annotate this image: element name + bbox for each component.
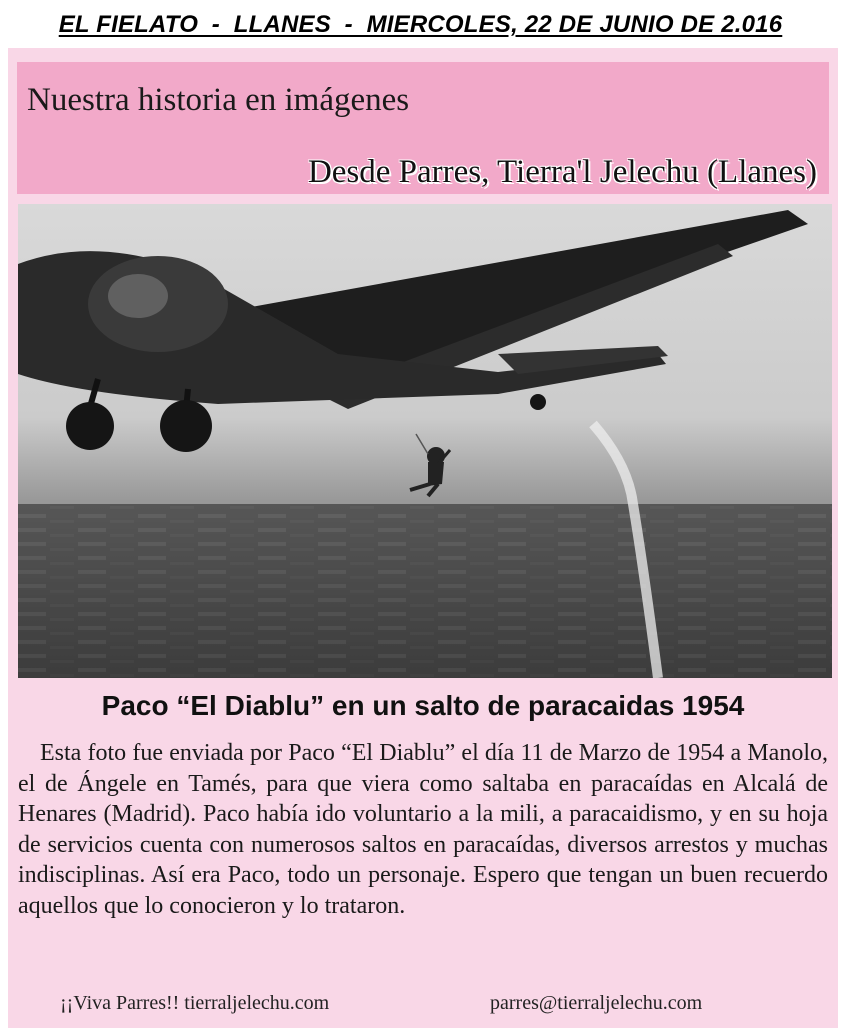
section-banner (17, 62, 829, 194)
article-body: Esta foto fue enviada por Paco “El Diablu” el día 11 de Marzo de 1954 a Manolo, el de Ángele en Tamés, para que viera como saltaba en paracaídas en Alcalá de Henares (Madrid). Paco había ido voluntario a la mili, a paracaidismo, y en su hoja de servicios cuenta con numerosos saltos en paracaídas, diversos arrestos y muchas indisciplinas. Así era Paco, todo un personaje. Espero que tengan un buen recuerdo aquellos que lo conocieron y lo trataron. (18, 740, 828, 919)
photo-caption: Paco “El Diablu” en un salto de paracaidas 1954 (101, 690, 745, 721)
section-subtitle: Desde Parres, Tierra'l Jelechu (Llanes) (307, 154, 817, 190)
section-title: Nuestra historia en imágenes (27, 82, 410, 118)
footer-email[interactable]: parres@tierraljelechu.com (490, 992, 703, 1014)
airplane-paratrooper-photo-icon (18, 204, 832, 678)
historic-photo (18, 204, 832, 678)
page-panel (8, 48, 838, 1028)
footer-site[interactable]: ¡¡Viva Parres!! tierraljelechu.com (60, 992, 330, 1014)
masthead: EL FIELATO - LLANES - MIERCOLES, 22 DE JUNIO DE 2.016 (58, 11, 783, 38)
